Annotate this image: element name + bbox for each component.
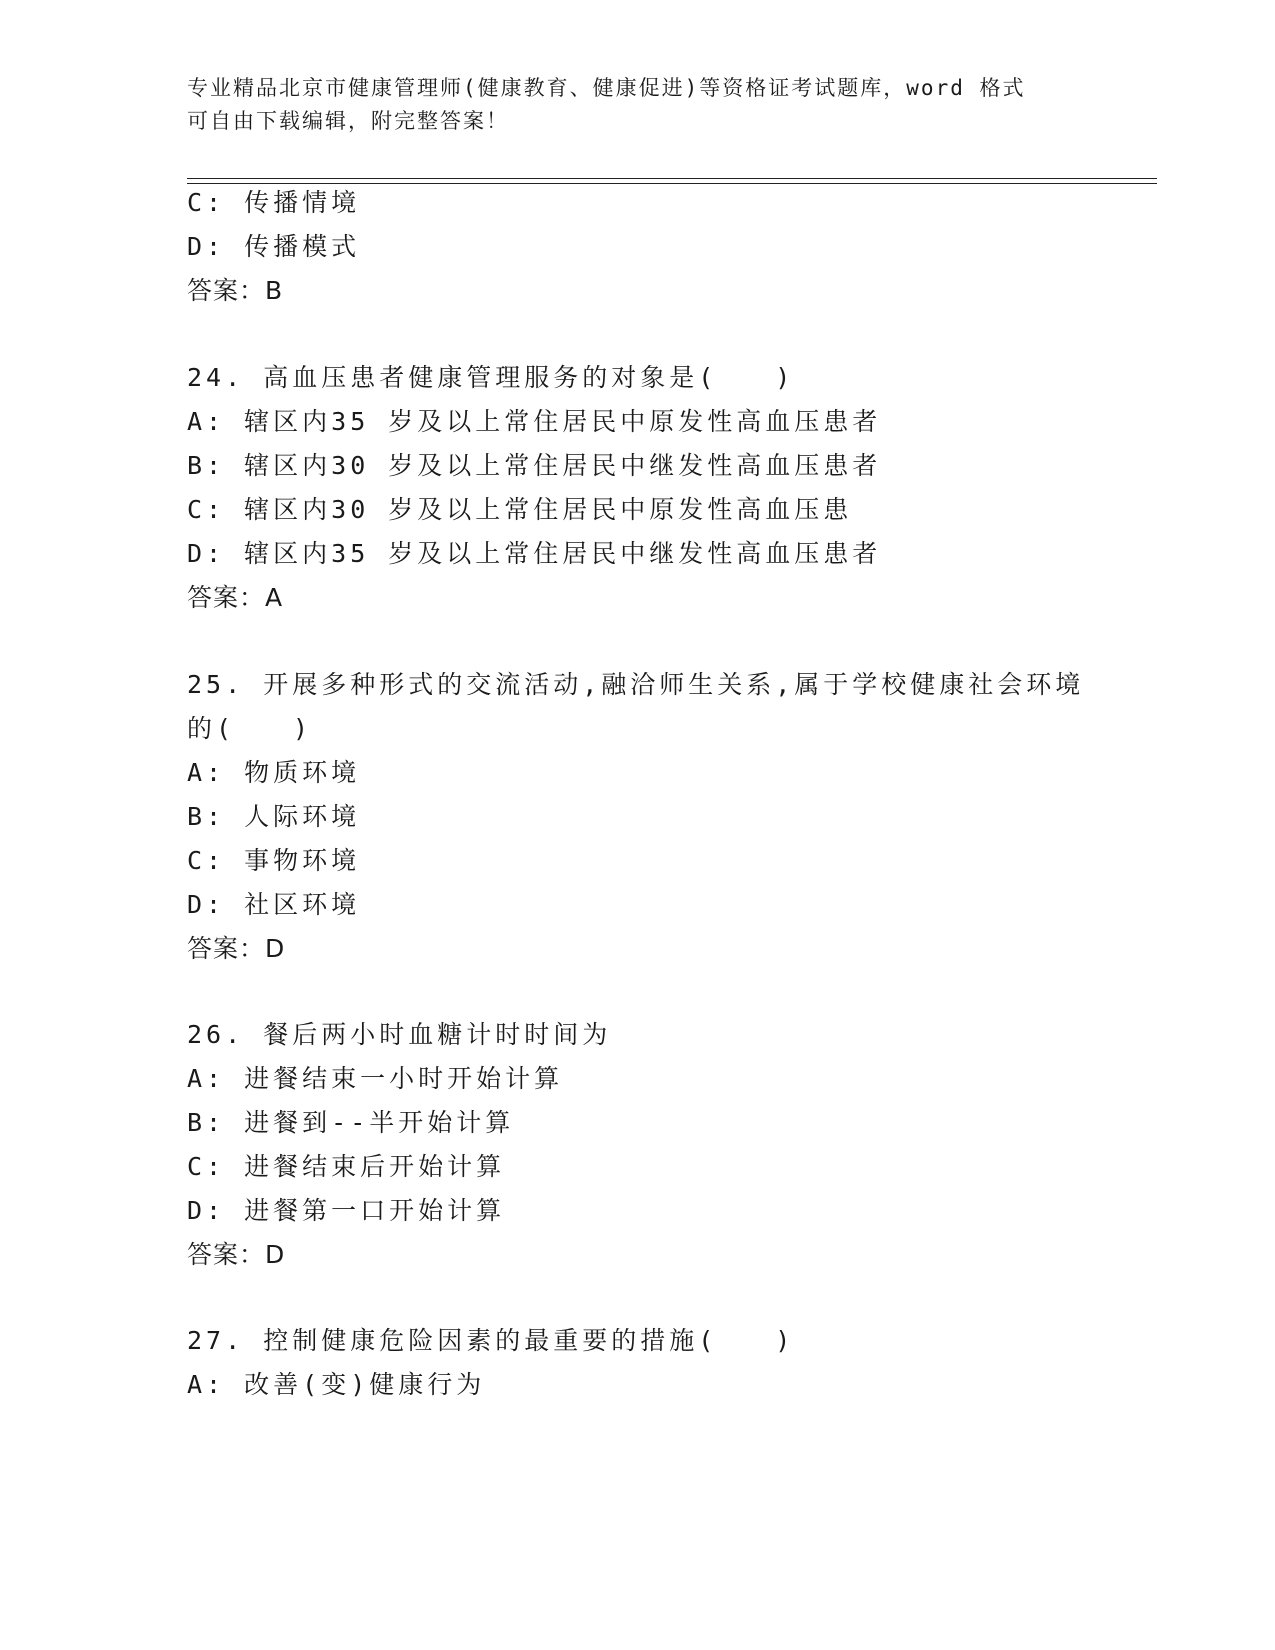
header-divider-top bbox=[187, 178, 1157, 179]
header-divider-bottom bbox=[187, 183, 1157, 184]
option-d: D: 传播模式 bbox=[187, 232, 361, 261]
answer: 答案：B bbox=[187, 276, 284, 305]
option-b: B: 进餐到--半开始计算 bbox=[187, 1108, 515, 1137]
document-header bbox=[187, 72, 1087, 138]
option-c: C: 事物环境 bbox=[187, 846, 361, 875]
option-d: D: 社区环境 bbox=[187, 890, 361, 919]
option-b: B: 辖区内30 岁及以上常住居民中继发性高血压患者 bbox=[187, 451, 882, 480]
answer: 答案：A bbox=[187, 583, 284, 612]
option-c: C: 辖区内30 岁及以上常住居民中原发性高血压患 bbox=[187, 495, 853, 524]
option-a: A: 物质环境 bbox=[187, 758, 361, 787]
answer: 答案：D bbox=[187, 1240, 286, 1269]
option-d: D: 进餐第一口开始计算 bbox=[187, 1196, 506, 1225]
option-a: A: 辖区内35 岁及以上常住居民中原发性高血压患者 bbox=[187, 407, 882, 436]
header-line-1: 专业精品北京市健康管理师(健康教育、健康促进)等资格证考试题库，word 格式 bbox=[187, 76, 1026, 100]
option-c: C: 进餐结束后开始计算 bbox=[187, 1152, 506, 1181]
option-c: C: 传播情境 bbox=[187, 188, 361, 217]
question-stem: 27. 控制健康危险因素的最重要的措施( ) bbox=[187, 1326, 795, 1355]
answer: 答案：D bbox=[187, 934, 286, 963]
question-stem: 25. 开展多种形式的交流活动,融洽师生关系,属于学校健康社会环境 bbox=[187, 670, 1085, 699]
option-d: D: 辖区内35 岁及以上常住居民中继发性高血压患者 bbox=[187, 539, 882, 568]
option-a: A: 改善(变)健康行为 bbox=[187, 1370, 486, 1399]
header-line-2: 可自由下载编辑，附完整答案！ bbox=[187, 109, 509, 133]
option-a: A: 进餐结束一小时开始计算 bbox=[187, 1064, 564, 1093]
question-stem: 24. 高血压患者健康管理服务的对象是( ) bbox=[187, 363, 795, 392]
question-stem: 26. 餐后两小时血糖计时时间为 bbox=[187, 1020, 612, 1049]
question-stem-continued: 的( ) bbox=[187, 714, 313, 743]
option-b: B: 人际环境 bbox=[187, 802, 361, 831]
